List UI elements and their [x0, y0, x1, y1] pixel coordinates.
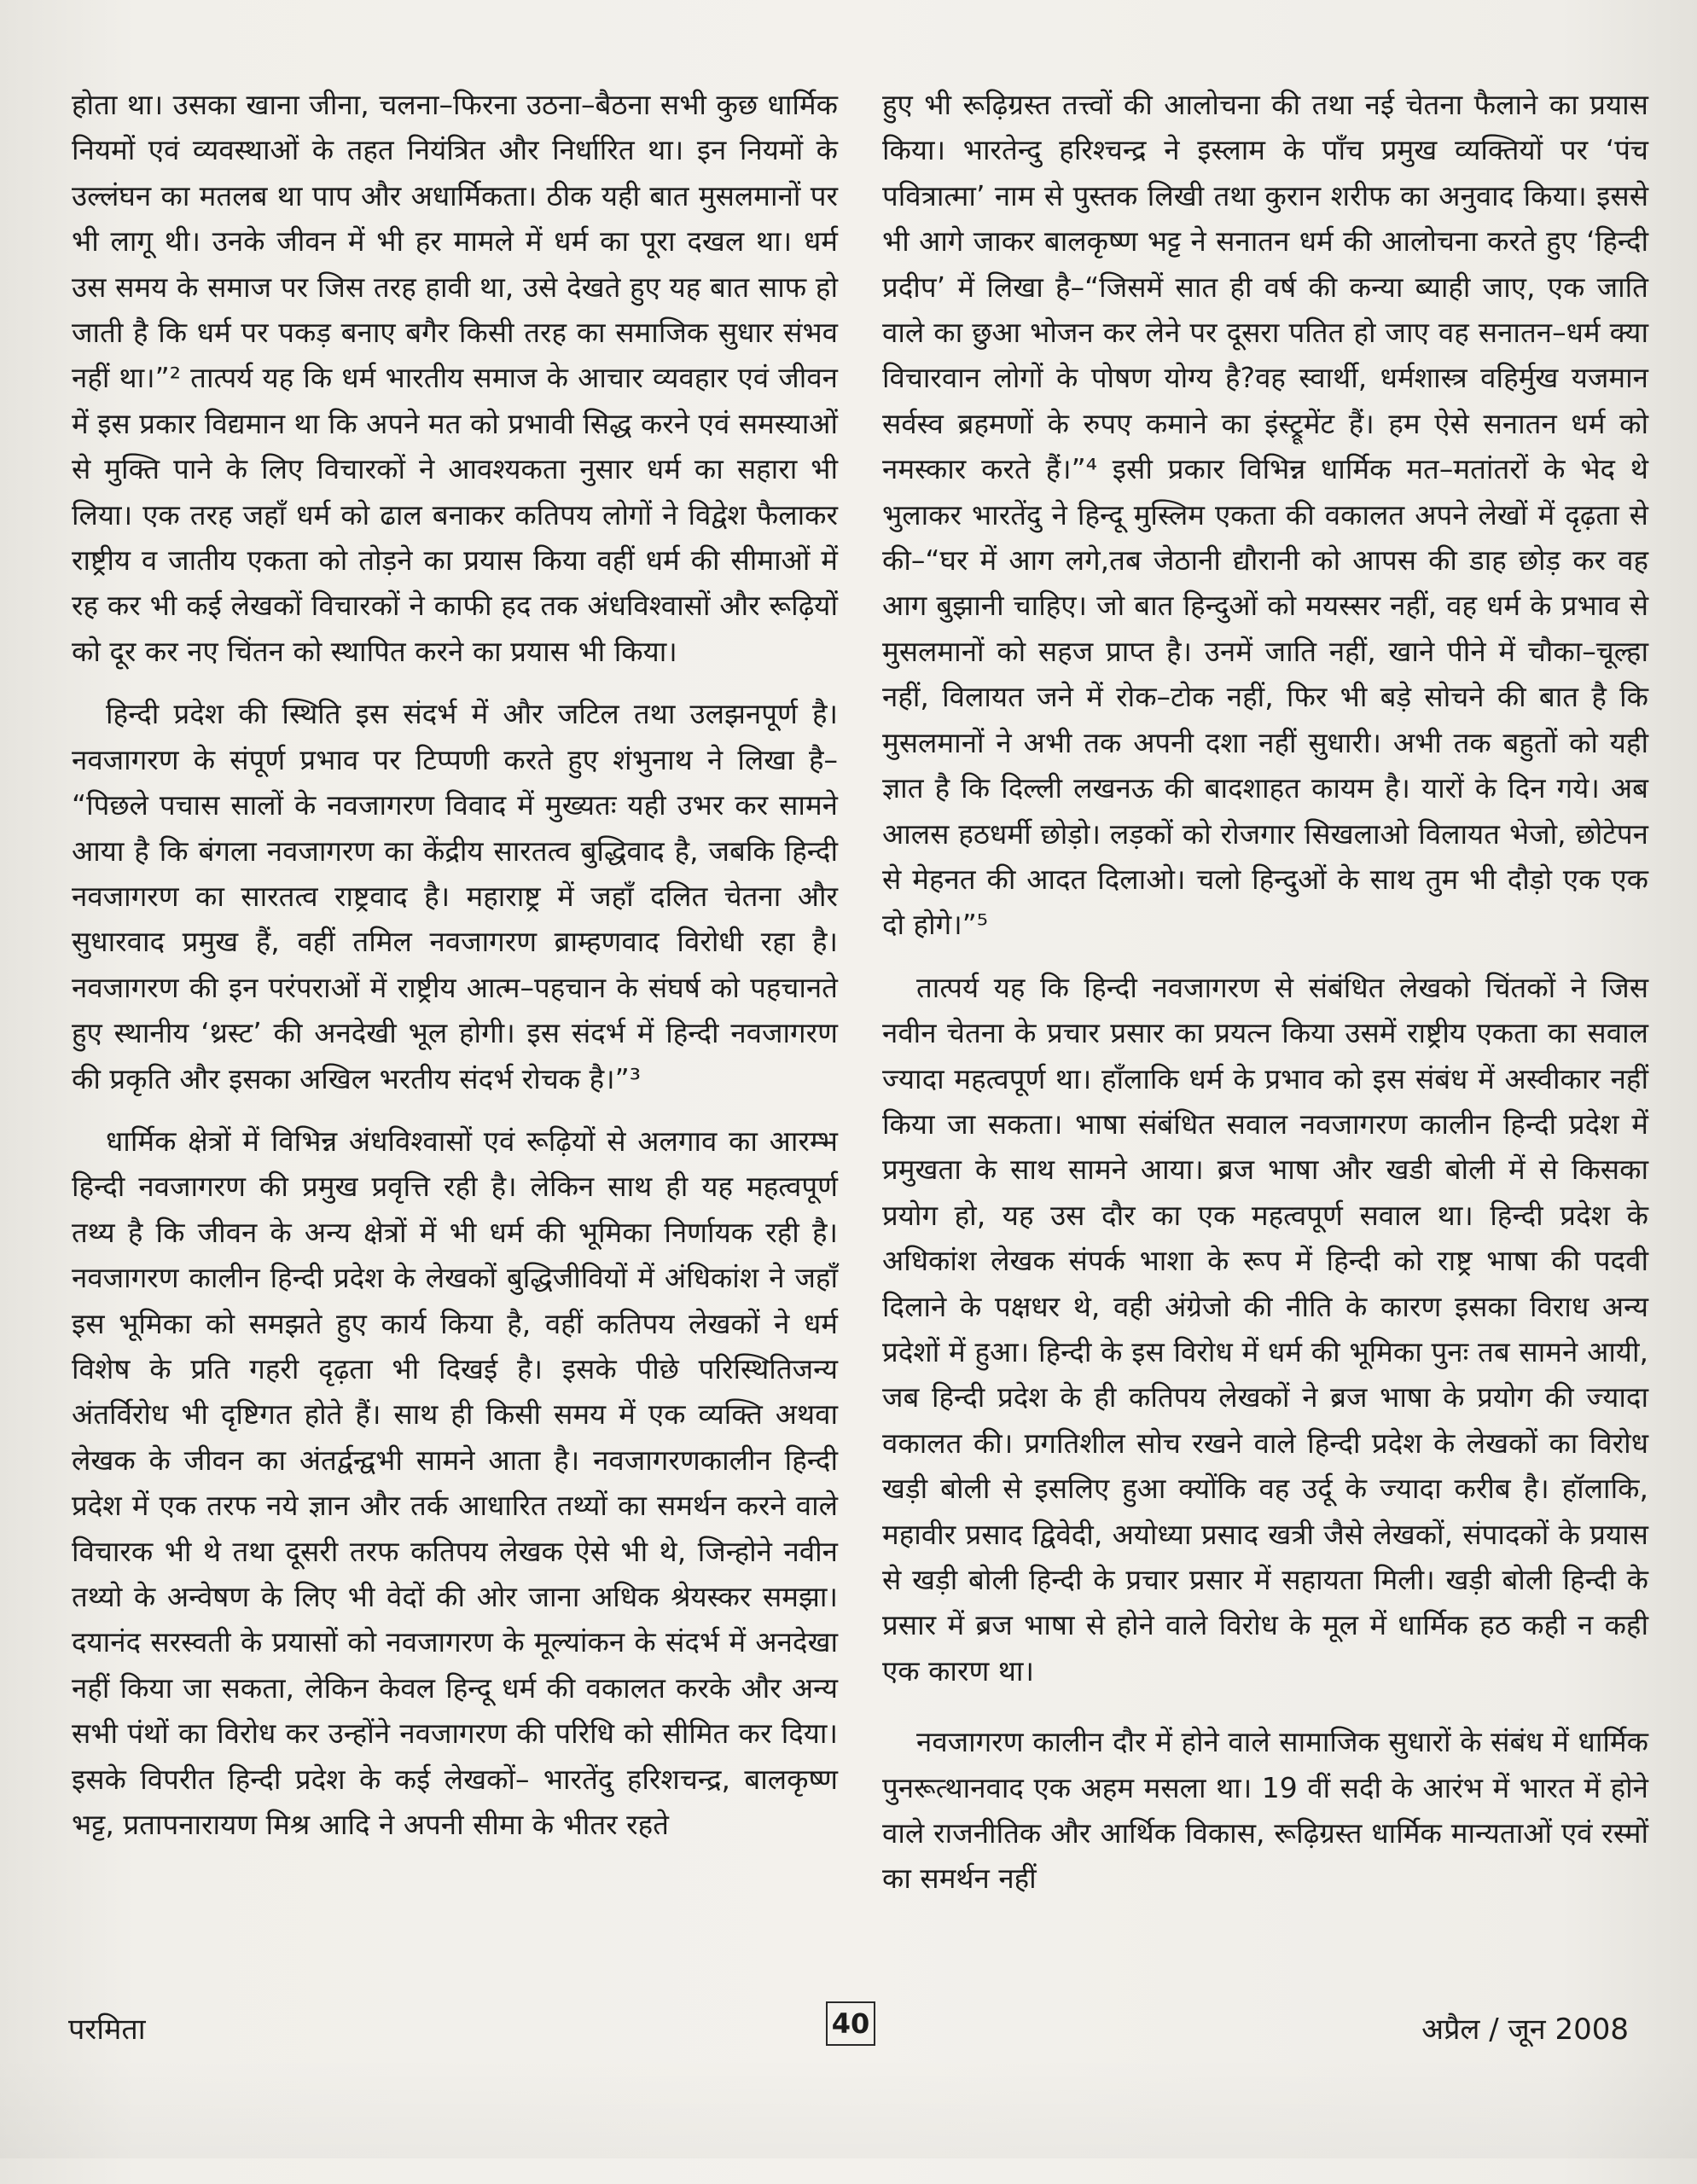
page-number: 40 — [826, 2001, 875, 2046]
paragraph-gap — [72, 1101, 838, 1118]
page-bottom-shade — [0, 2056, 1697, 2158]
journal-name: परमिता — [68, 2013, 146, 2047]
paragraph-gap — [72, 674, 838, 691]
right-paragraph-3: नवजागरण कालीन दौर में होने वाले सामाजिक सुधारों के संबंध में धार्मिक पुनरूत्थानवाद एक अहम मसला था। 19 वीं सदी के आरंभ में भारत में होने वाले राजनीतिक और आर्थिक विकास, रूढ़िग्रस्त धार्मिक मान्यताओं एवं रस्मों का समर्थन नहीं — [882, 1725, 1648, 1896]
right-paragraph-2: तात्पर्य यह कि हिन्दी नवजागरण से संबंधित लेखको चिंतकों ने जिस नवीन चेतना के प्रचार प्रसार का प्रयत्न किया उसमें राष्ट्रीय एकता का सवाल ज्यादा महत्वपूर्ण था। हाँलाकि धर्म के प्रभाव को इस संबंध में अस्वीकार नहीं किया जा सकता। भाषा संबंधित सवाल नवजागरण कालीन हिन्दी प्रदेश में प्रमुखता के साथ सामने आया। ब्रज भाषा और खडी बोली में से किसका प्रयोग हो, यह उस दौर का एक महत्वपूर्ण सवाल था। हिन्दी प्रदेश के अधिकांश लेखक संपर्क भाशा के रूप में हिन्दी को राष्ट्र भाषा की पदवी दिलाने के पक्षधर थे, वही अंग्रेजो की नीति के कारण इसका विराध अन्य प्रदेशों में हुआ। हिन्दी के इस विरोध में धर्म की भूमिका पुनः तब सामने आयी, जब हिन्दी प्रदेश के ही कतिपय लेखकों ने ब्रज भाषा के प्रयोग की ज्यादा वकालत की। प्रगतिशील सोच रखने वाले हिन्दी प्रदेश के लेखकों का विरोध खड़ी बोली से इसलिए हुआ क्योंकि वह उर्दू के ज्यादा करीब है। हॉलाकि, महावीर प्रसाद द्विवेदी, अयोध्या प्रसाद खत्री जैसे लेखकों, संपादकों के प्रयास से खड़ी बोली हिन्दी के प्रचार प्रसार में सहायता मिली। खड़ी बोली हिन्दी के प्रसार में ब्रज भाषा से होने वाले विरोध के मूल में धार्मिक हठ कही न कही एक कारण था। — [882, 970, 1648, 1687]
left-paragraph-1: होता था। उसका खाना जीना, चलना–फिरना उठना–बैठना सभी कुछ धार्मिक नियमों एवं व्यवस्थाओं के तहत नियंत्रित और निर्धारित था। इन नियमों के उल्लंघन का मतलब था पाप और अधार्मिकता। ठीक यही बात मुसलमानों पर भी लागू थी। उनके जीवन में भी हर मामले में धर्म का पूरा दखल था। धर्म उस समय के समाज पर जिस तरह हावी था, उसे देखते हुए यह बात साफ हो जाती है कि धर्म पर पकड़ बनाए बगैर किसी तरह का समाजिक सुधार संभव नहीं था।”² तात्पर्य यह कि धर्म भारतीय समाज के आचार व्यवहार एवं जीवन में इस प्रकार विद्यमान था कि अपने मत को प्रभावी सिद्ध करने एवं समस्याओं से मुक्ति पाने के लिए विचारकों ने आवश्यकता नुसार धर्म का सहारा भी लिया। एक तरह जहाँ धर्म को ढाल बनाकर कतिपय लोगों ने विद्वेश फैलाकर राष्ट्रीय व जातीय एकता को तोड़ने का प्रयास किया वहीं धर्म की सीमाओं में रह कर भी कई लेखकों विचारकों ने काफी हद तक अंधविश्वासों और रूढ़ियों को दूर कर नए चिंतन को स्थापित करने का प्रयास भी किया। — [72, 88, 838, 668]
issue-date: अप्रैल / जून 2008 — [1421, 2013, 1629, 2047]
paragraph-gap — [882, 948, 1648, 965]
page-footer — [0, 2001, 1697, 2061]
right-paragraph-1: हुए भी रूढ़िग्रस्त तत्त्वों की आलोचना की तथा नई चेतना फैलाने का प्रयास किया। भारतेन्दु हरिश्चन्द्र ने इस्लाम के पाँच प्रमुख व्यक्तियों पर ‘पंच पवित्रात्मा’ नाम से पुस्तक लिखी तथा कुरान शरीफ का अनुवाद किया। इससे भी आगे जाकर बालकृष्ण भट्ट ने सनातन धर्म की आलोचना करते हुए ‘हिन्दी प्रदीप’ में लिखा है–“जिसमें सात ही वर्ष की कन्या ब्याही जाए, एक जाति वाले का छुआ भोजन कर लेने पर दूसरा पतित हो जाए वह सनातन–धर्म क्या विचारवान लोगों के पोषण योग्य है?वह स्वार्थी, धर्मशास्त्र वहिर्मुख यजमान सर्वस्व ब्रहमणों के रुपए कमाने का इंस्ट्रूमेंट हैं। हम ऐसे सनातन धर्म को नमस्कार करते हैं।”⁴ इसी प्रकार विभिन्न धार्मिक मत–मतांतरों के भेद थे भुलाकर भारतेंदु ने हिन्दू मुस्लिम एकता की वकालत अपने लेखों में दृढ़ता से की–“घर में आग लगे,तब जेठानी द्यौरानी को आपस की डाह छोड़ कर वह आग बुझानी चाहिए। जो बात हिन्दुओं को मयस्सर नहीं, वह धर्म के प्रभाव से मुसलमानों को सहज प्राप्त है। उनमें जाति नहीं, खाने पीने में चौका–चूल्हा नहीं, विलायत जने में रोक–टोक नहीं, फिर भी बड़े सोचने की बात है कि मुसलमानों ने अभी तक अपनी दशा नहीं सुधारी। अभी तक बहुतों को यही ज्ञात है कि दिल्ली लखनऊ की बादशाहत कायम है। यारों के दिन गये। अब आलस हठधर्मी छोड़ो। लड़कों को रोजगार सिखलाओ विलायत भेजो, छोटेपन से मेहनत की आदत दिलाओ। चलो हिन्दुओं के साथ तुम भी दौड़ो एक एक दो होगे।”⁵ — [882, 88, 1648, 942]
left-paragraph-3: धार्मिक क्षेत्रों में विभिन्न अंधविश्वासों एवं रूढ़ियों से अलगाव का आरम्भ हिन्दी नवजागरण की प्रमुख प्रवृत्ति रही है। लेकिन साथ ही यह महत्वपूर्ण तथ्य है कि जीवन के अन्य क्षेत्रों में भी धर्म की भूमिका निर्णायक रही है। नवजागरण कालीन हिन्दी प्रदेश के लेखकों बुद्धिजीवियों में अंधिकांश ने जहाँ इस भूमिका को समझते हुए कार्य किया है, वहीं कतिपय लेखकों ने धर्म विशेष के प्रति गहरी दृढ़ता भी दिखई है। इसके पीछे परिस्थितिजन्य अंतर्विरोध भी दृष्टिगत होते हैं। साथ ही किसी समय में एक व्यक्ति अथवा लेखक के जीवन का अंतर्द्वन्द्वभी सामने आता है। नवजागरणकालीन हिन्दी प्रदेश में एक तरफ नये ज्ञान और तर्क आधारित तथ्यों का समर्थन करने वाले विचारक भी थे तथा दूसरी तरफ कतिपय लेखक ऐसे भी थे, जिन्होने नवीन तथ्यो के अन्वेषण के लिए भी वेदों की ओर जाना अधिक श्रेयस्कर समझा। दयानंद सरस्वती के प्रयासों को नवजागरण के मूल्यांकन के संदर्भ में अनदेखा नहीं किया जा सकता, लेकिन केवल हिन्दू धर्म की वकालत करके और अन्य सभी पंथों का विरोध कर उन्होंने नवजागरण की परिधि को सीमित कर दिया। इसके विपरीत हिन्दी प्रदेश के कई लेखकों– भारतेंदु हरिशचन्द्र, बालकृष्ण भट्ट, प्रतापनारायण मिश्र आदि ने अपनी सीमा के भीतर रहते — [72, 1124, 838, 1842]
right-column — [882, 82, 1648, 1902]
left-paragraph-2: हिन्दी प्रदेश की स्थिति इस संदर्भ में और जटिल तथा उलझनपूर्ण है। नवजागरण के संपूर्ण प्रभाव पर टिप्पणी करते हुए शंभुनाथ ने लिखा है– “पिछले पचास सालों के नवजागरण विवाद में मुख्यतः यही उभर कर सामने आया है कि बंगला नवजागरण का केंद्रीय सारतत्व बुद्धिवाद है, जबकि हिन्दी नवजागरण का सारतत्व राष्ट्रवाद है। महाराष्ट्र में जहाँ दलित चेतना और सुधारवाद प्रमुख हैं, वहीं तमिल नवजागरण ब्राम्हणवाद विरोधी रहा है। नवजागरण की इन परंपराओं में राष्ट्रीय आत्म–पहचान के संघर्ष को पहचानते हुए स्थानीय ‘थ्रस्ट’ की अनदेखी भूल होगी। इस संदर्भ में हिन्दी नवजागरण की प्रकृति और इसका अखिल भरतीय संदर्भ रोचक है।”³ — [72, 697, 838, 1095]
paragraph-gap — [882, 1693, 1648, 1719]
left-column — [72, 82, 838, 1847]
